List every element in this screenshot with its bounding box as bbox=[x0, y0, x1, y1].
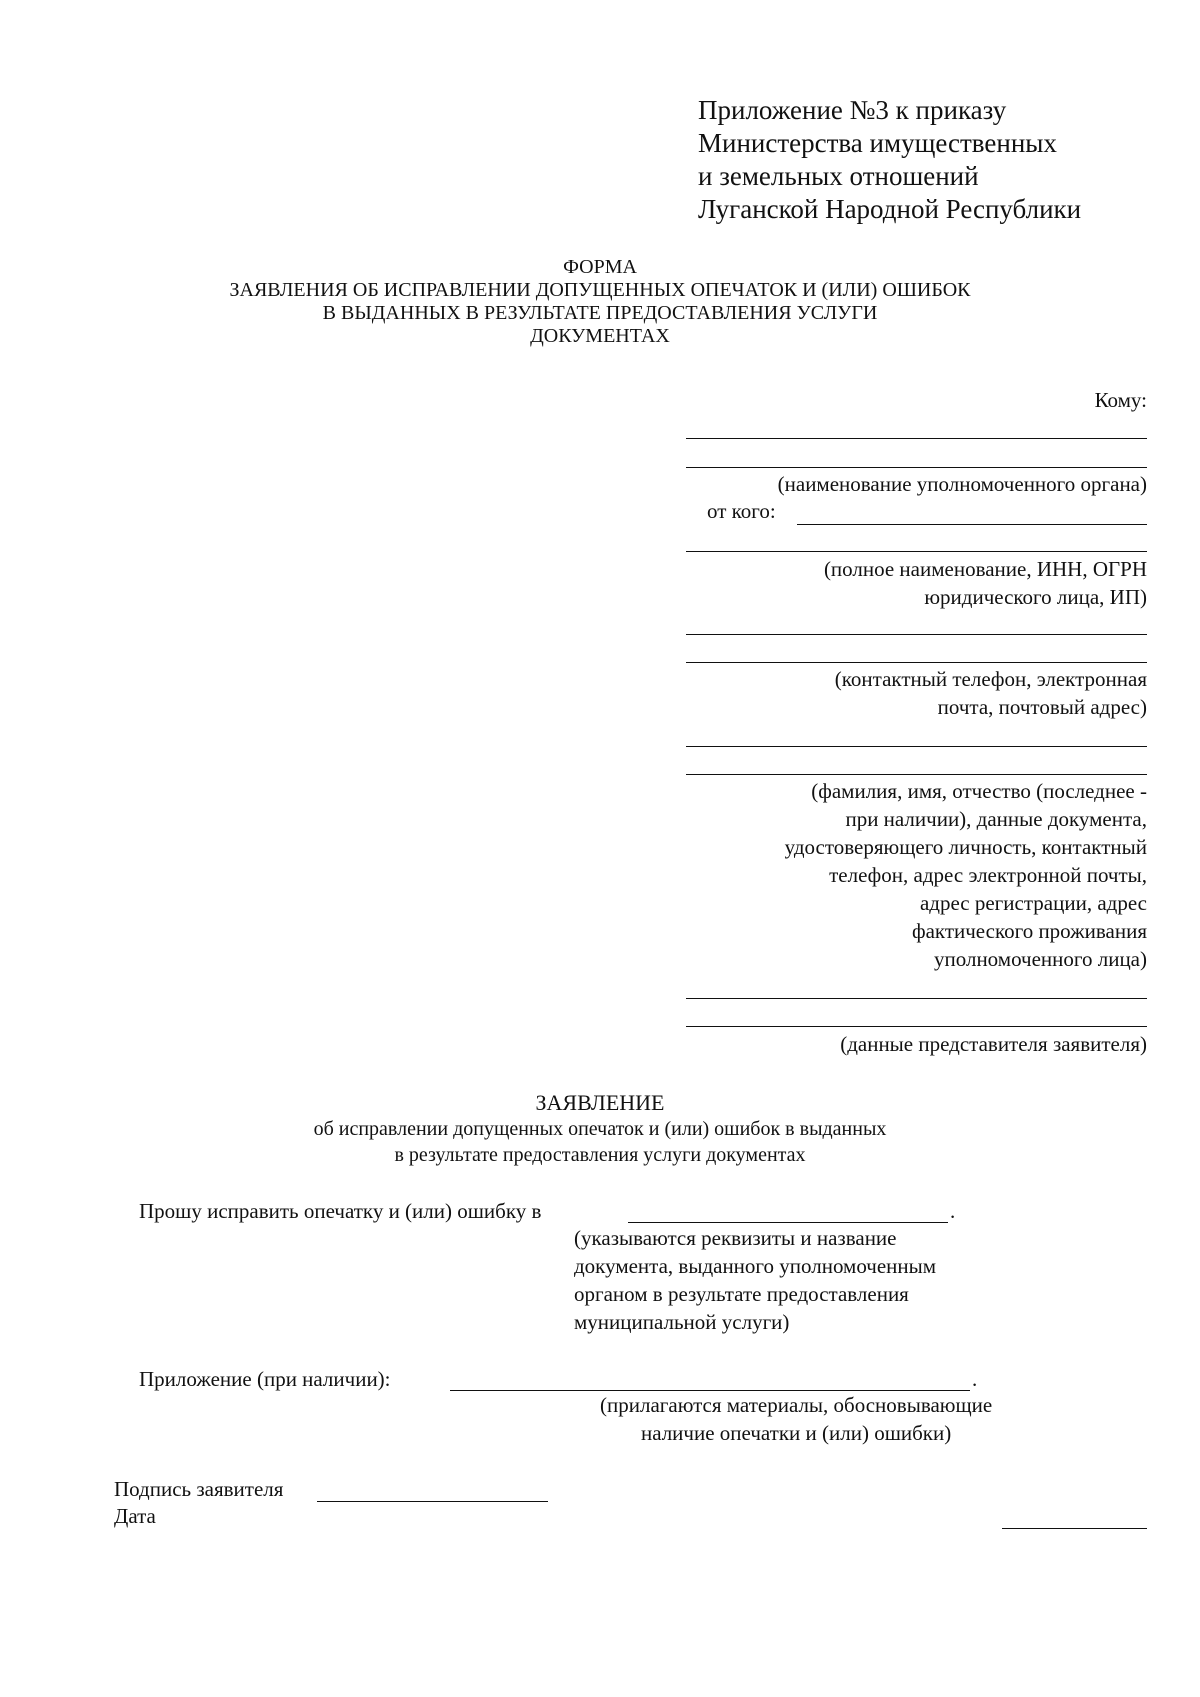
attachment-period: . bbox=[972, 1367, 978, 1391]
contacts-field-line-2[interactable] bbox=[686, 662, 1147, 663]
statement-title: ЗАЯВЛЕНИЕ bbox=[535, 1090, 665, 1115]
hint-line: (фамилия, имя, отчество (последнее - bbox=[811, 779, 1147, 803]
statement-subtitle bbox=[0, 1116, 1200, 1168]
contacts-field-line-1[interactable] bbox=[686, 634, 1147, 635]
to-label: Кому: bbox=[1094, 388, 1147, 412]
appendix-line: Луганской Народной Республики bbox=[698, 194, 1082, 224]
appendix-line: и земельных отношений bbox=[698, 161, 979, 191]
person-field-line-1[interactable] bbox=[686, 746, 1147, 747]
form-title-line: В ВЫДАННЫХ В РЕЗУЛЬТАТЕ ПРЕДОСТАВЛЕНИЯ УСЛУГИ bbox=[322, 302, 878, 324]
representative-hint: (данные представителя заявителя) bbox=[840, 1032, 1147, 1056]
form-title-line: ЗАЯВЛЕНИЯ ОБ ИСПРАВЛЕНИИ ДОПУЩЕННЫХ ОПЕЧАТОК И (ИЛИ) ОШИБОК bbox=[229, 279, 971, 301]
representative-field-line-1[interactable] bbox=[686, 998, 1147, 999]
hint-line: удостоверяющего личность, контактный bbox=[784, 835, 1147, 859]
to-field-line-1[interactable] bbox=[686, 438, 1147, 439]
hint-line: (указываются реквизиты и название bbox=[574, 1226, 897, 1250]
subtitle-line: в результате предоставления услуги документах bbox=[394, 1144, 806, 1166]
hint-line: документа, выданного уполномоченным bbox=[574, 1254, 937, 1278]
hint-line: юридического лица, ИП) bbox=[924, 585, 1147, 609]
hint-line: органом в результате предоставления bbox=[574, 1282, 909, 1306]
person-field-line-2[interactable] bbox=[686, 774, 1147, 775]
hint-line: (контактный телефон, электронная bbox=[834, 667, 1147, 691]
hint-line: при наличии), данные документа, bbox=[845, 807, 1147, 831]
from-label: от кого: bbox=[707, 499, 776, 523]
date-field-line[interactable] bbox=[1002, 1528, 1147, 1529]
appendix-reference bbox=[698, 94, 1081, 226]
form-title-line: ФОРМА bbox=[563, 256, 637, 278]
form-title bbox=[0, 256, 1200, 348]
appendix-line: Приложение №3 к приказу bbox=[698, 95, 1007, 125]
hint-line: (полное наименование, ИНН, ОГРН bbox=[823, 557, 1147, 581]
authority-hint: (наименование уполномоченного органа) bbox=[777, 472, 1147, 496]
hint-line: наличие опечатки и (или) ошибки) bbox=[640, 1421, 952, 1445]
hint-line: фактического проживания bbox=[911, 919, 1147, 943]
request-text: Прошу исправить опечатку и (или) ошибку в bbox=[139, 1199, 542, 1223]
contacts-hint bbox=[835, 665, 1147, 721]
request-hint bbox=[574, 1224, 936, 1336]
request-period: . bbox=[950, 1199, 956, 1223]
hint-line: телефон, адрес электронной почты, bbox=[829, 863, 1147, 887]
person-hint bbox=[785, 777, 1147, 973]
hint-line: (прилагаются материалы, обосновывающие bbox=[600, 1393, 993, 1417]
attachment-text: Приложение (при наличии): bbox=[139, 1367, 391, 1391]
request-field-line[interactable] bbox=[628, 1222, 948, 1223]
from-field-line[interactable] bbox=[797, 524, 1147, 525]
form-title-line: ДОКУМЕНТАХ bbox=[530, 325, 670, 347]
representative-field-line-2[interactable] bbox=[686, 1026, 1147, 1027]
signature-field-line[interactable] bbox=[317, 1501, 548, 1502]
date-label: Дата bbox=[114, 1504, 156, 1528]
attachment-hint bbox=[600, 1391, 992, 1447]
hint-line: почта, почтовый адрес) bbox=[937, 695, 1147, 719]
hint-line: уполномоченного лица) bbox=[934, 947, 1147, 971]
hint-line: адрес регистрации, адрес bbox=[919, 891, 1147, 915]
subtitle-line: об исправлении допущенных опечаток и (или) ошибок в выданных bbox=[313, 1118, 887, 1140]
signature-label: Подпись заявителя bbox=[114, 1477, 284, 1501]
to-field-line-2[interactable] bbox=[686, 467, 1147, 468]
legal-entity-hint bbox=[824, 555, 1147, 611]
hint-line: муниципальной услуги) bbox=[574, 1310, 790, 1334]
legal-entity-field-line[interactable] bbox=[686, 551, 1147, 552]
appendix-line: Министерства имущественных bbox=[698, 128, 1057, 158]
